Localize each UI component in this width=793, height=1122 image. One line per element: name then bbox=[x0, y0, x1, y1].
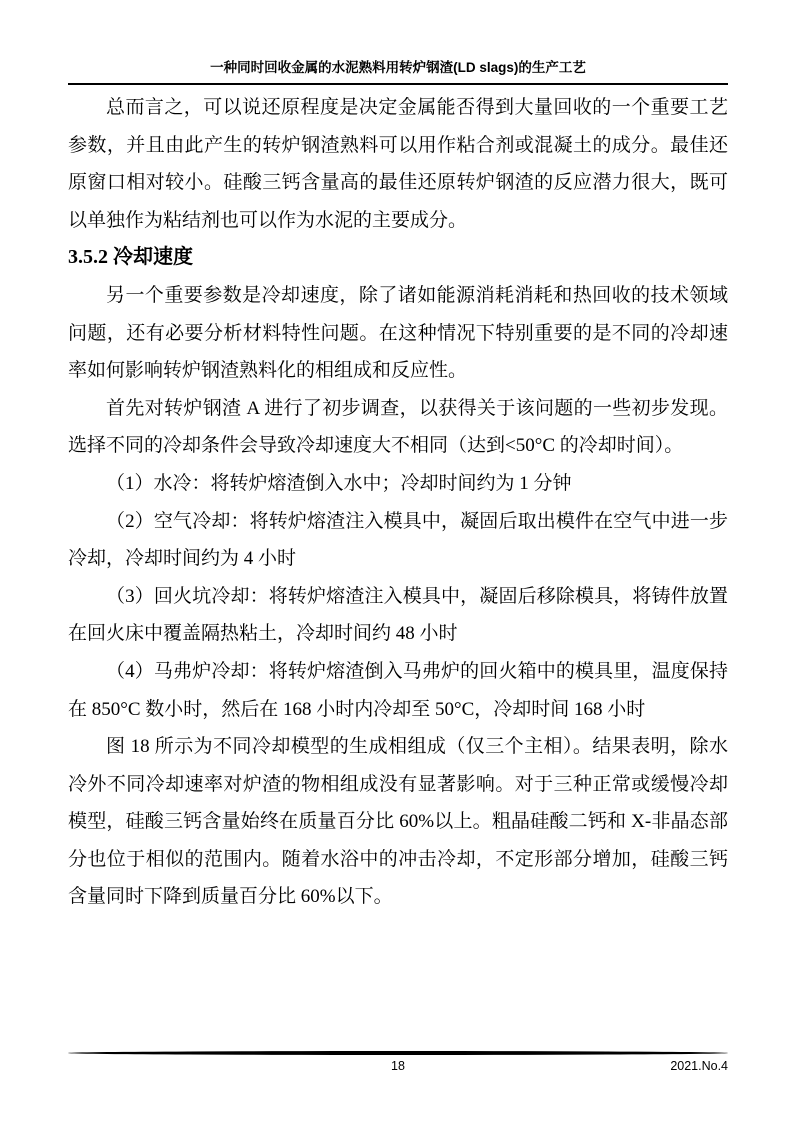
list-item-tempering-pit-cooling: （3）回火坑冷却：将转炉熔渣注入模具中，凝固后移除模具，将铸件放置在回火床中覆盖隔热粘土，冷却时间约 48 小时 bbox=[68, 585, 728, 645]
page-header bbox=[68, 0, 728, 85]
paragraph-intro: 总而言之，可以说还原程度是决定金属能否得到大量回收的一个重要工艺参数，并且由此产生的转炉钢渣熟料可以用作粘合剂或混凝土的成分。最佳还原窗口相对较小。硅酸三钙含量高的最佳还原转炉钢渣的反应潜力很大，既可以单独作为粘结剂也可以作为水泥的主要成分。 bbox=[68, 97, 728, 231]
page-number: 18 bbox=[391, 1059, 405, 1073]
paragraph-results: 图 18 所示为不同冷却模型的生成相组成（仅三个主相）。结果表明，除水冷外不同冷却速率对炉渣的物相组成没有显著影响。对于三种正常或缓慢冷却模型，硅酸三钙含量始终在质量百分比 60%以上。粗晶硅酸二钙和 X-非晶态部分也位于相似的范围内。随着水浴中的冲击冷却，不定形部分增加，硅酸三钙含量同时下降到质量百分比 60%以下。 bbox=[68, 736, 728, 908]
list-item-water-cooling: （1）水冷：将转炉熔渣倒入水中；冷却时间约为 1 分钟 bbox=[106, 472, 572, 494]
page-footer bbox=[68, 1051, 728, 1074]
list-item-air-cooling: （2）空气冷却：将转炉熔渣注入模具中，凝固后取出模件在空气中进一步冷却，冷却时间约为 4 小时 bbox=[68, 510, 728, 570]
footer-rule bbox=[68, 1051, 728, 1055]
footer-row bbox=[68, 1058, 728, 1074]
document-body bbox=[68, 89, 728, 916]
header-rule bbox=[68, 83, 728, 85]
list-item-muffle-furnace-cooling: （4）马弗炉冷却：将转炉熔渣倒入马弗炉的回火箱中的模具里，温度保持在 850°C 数小时，然后在 168 小时内冷却至 50°C，冷却时间 168 小时 bbox=[68, 660, 728, 720]
paragraph-preliminary-survey: 首先对转炉钢渣 A 进行了初步调查，以获得关于该问题的一些初步发现。选择不同的冷却条件会导致冷却速度大不相同（达到<50°C 的冷却时间）。 bbox=[68, 397, 728, 457]
issue-label: 2021.No.4 bbox=[670, 1059, 728, 1073]
section-heading: 3.5.2 冷却速度 bbox=[68, 246, 193, 269]
paragraph-cooling-rate: 另一个重要参数是冷却速度，除了诸如能源消耗消耗和热回收的技术领域问题，还有必要分析材料特性问题。在这种情况下特别重要的是不同的冷却速率如何影响转炉钢渣熟料化的相组成和反应性。 bbox=[68, 284, 728, 382]
header-title: 一种同时回收金属的水泥熟料用转炉钢渣(LD slags)的生产工艺 bbox=[210, 60, 586, 75]
